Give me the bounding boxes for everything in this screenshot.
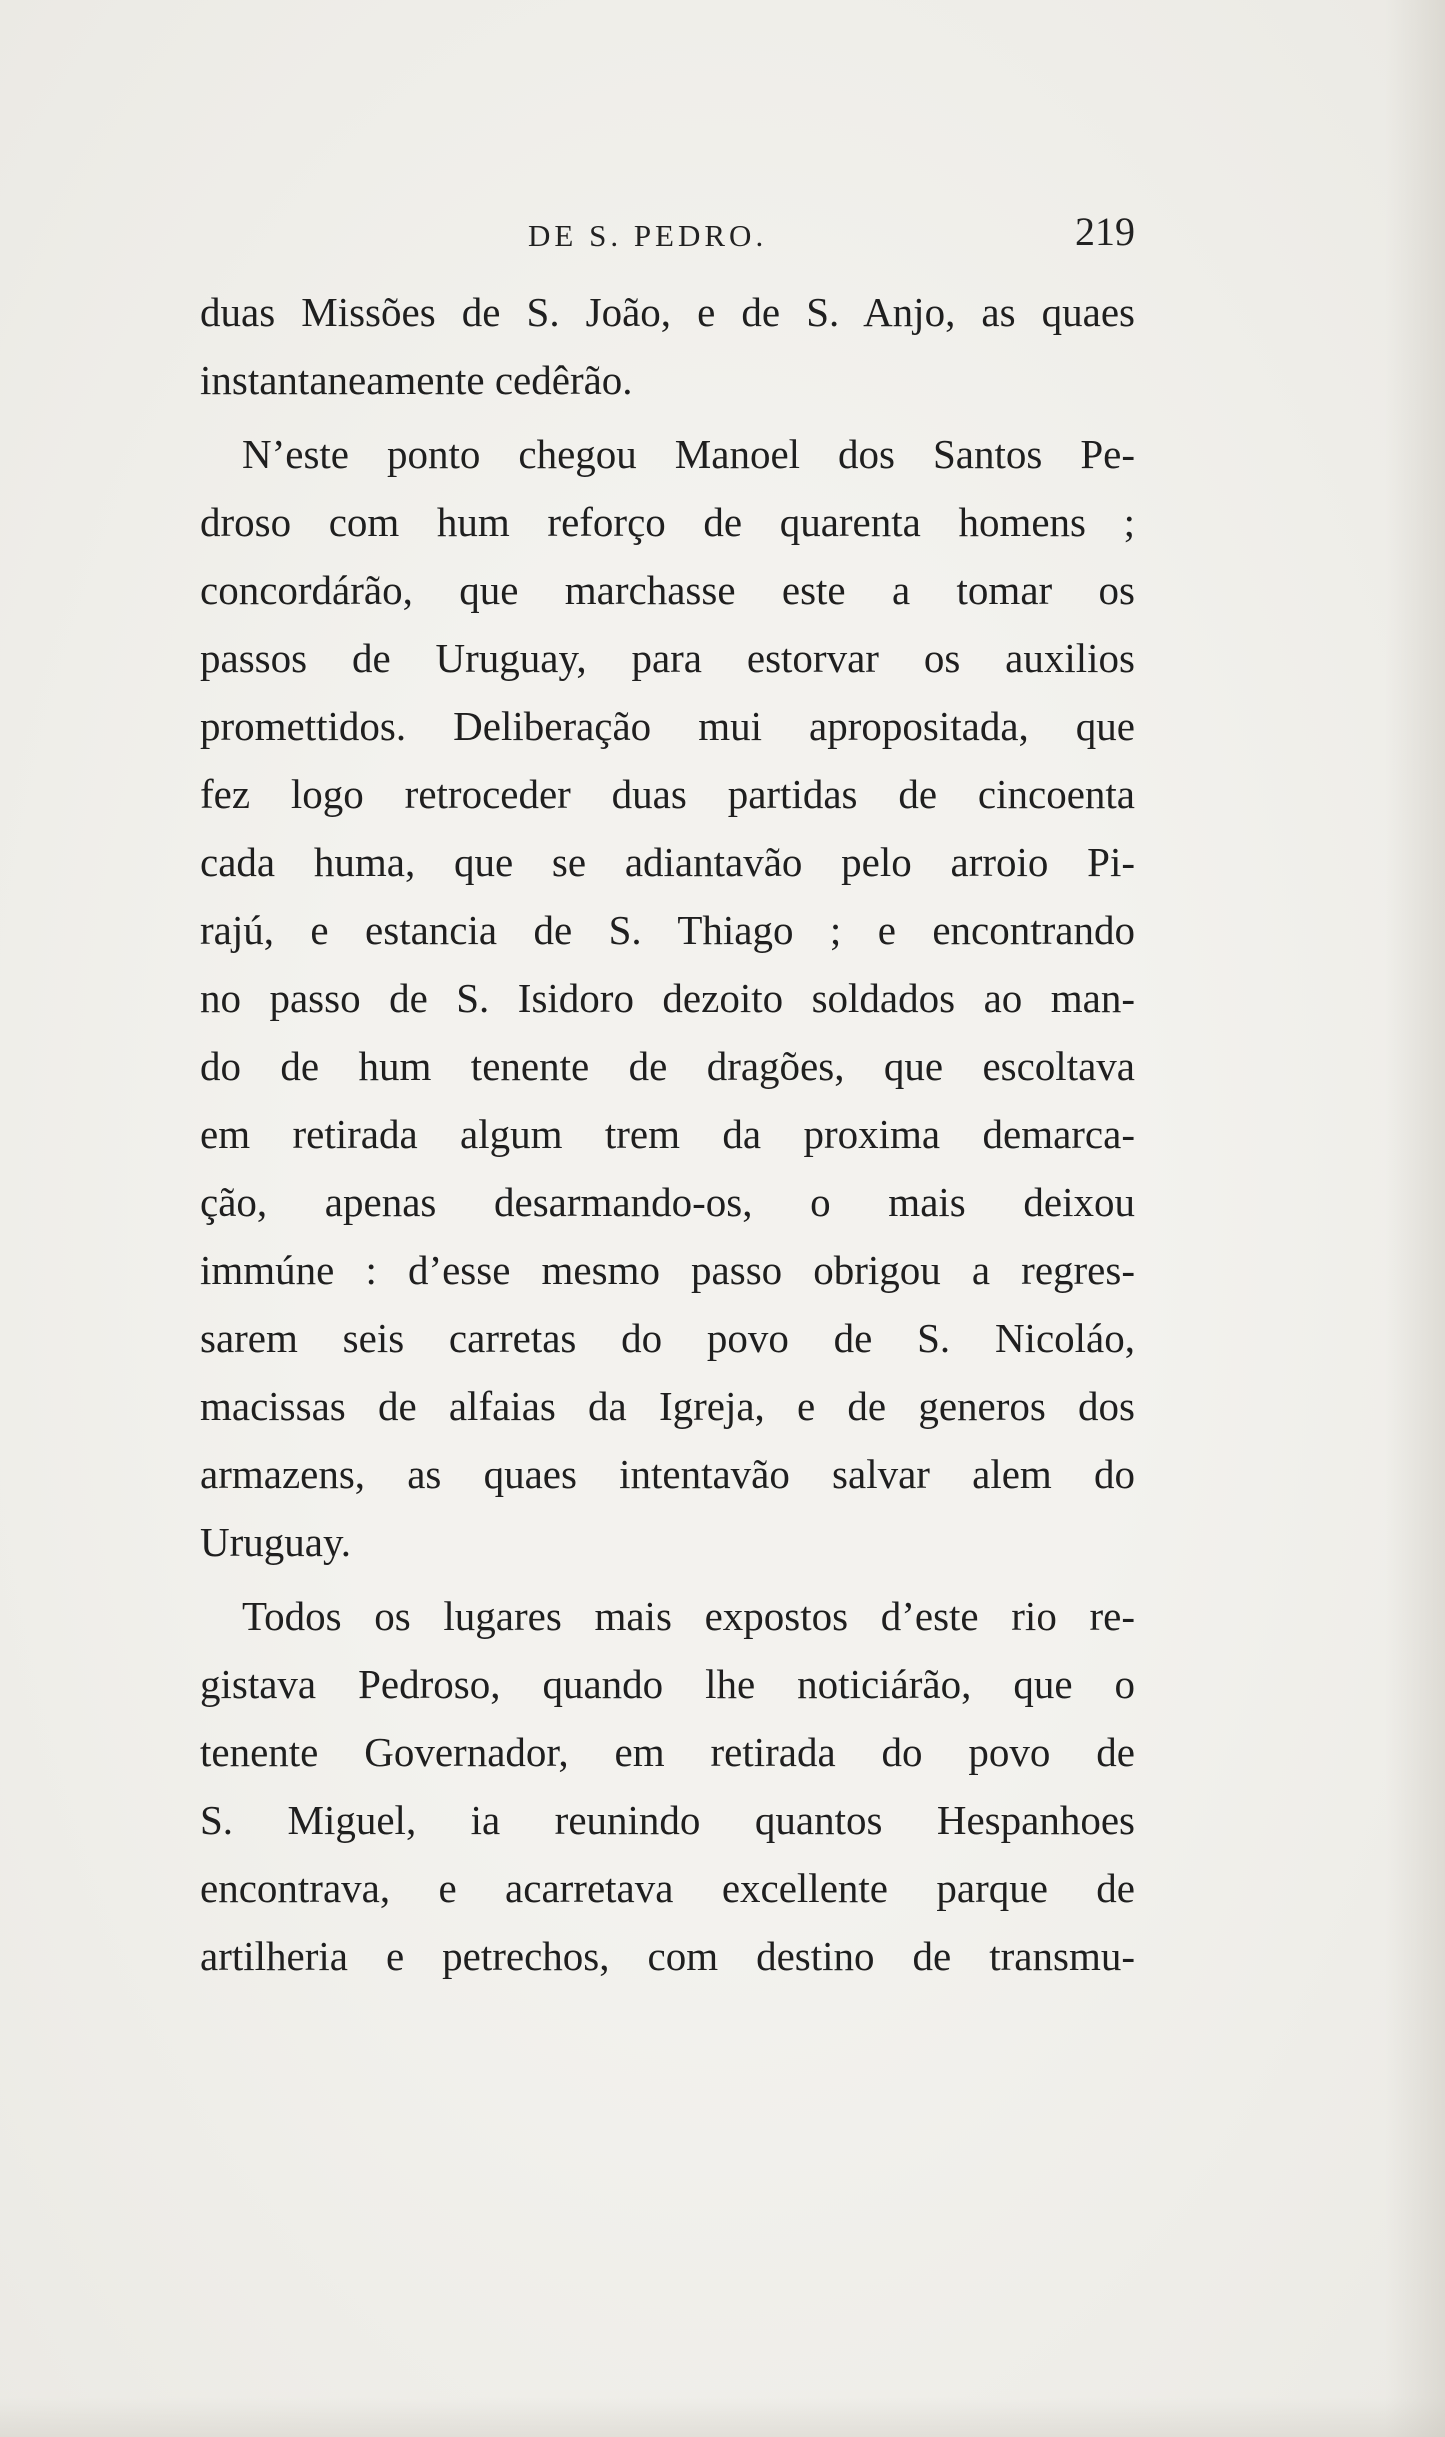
text-line: concordárão, que marchasse este a tomar os [200, 567, 1135, 613]
text-line: armazens, as quaes intentavão salvar alem do [200, 1451, 1135, 1497]
text-line: do de hum tenente de dragões, que escoltava [200, 1043, 1135, 1089]
text-line: macissas de alfaias da Igreja, e de generos dos [200, 1383, 1135, 1429]
text-line: fez logo retroceder duas partidas de cincoenta [200, 771, 1135, 817]
page-number: 219 [1075, 209, 1135, 254]
text-line: no passo de S. Isidoro dezoito soldados ao man- [200, 975, 1135, 1021]
text-line: immúne : d’esse mesmo passo obrigou a regres- [200, 1247, 1135, 1293]
text-line: S. Miguel, ia reunindo quantos Hespanhoes [200, 1797, 1135, 1843]
text-line: encontrava, e acarretava excellente parque de [200, 1865, 1135, 1911]
text-line: promettidos. Deliberação mui apropositada, que [200, 703, 1135, 749]
text-line: passos de Uruguay, para estorvar os auxilios [200, 635, 1135, 681]
paragraph [200, 1582, 1135, 1990]
text-line: tenente Governador, em retirada do povo de [200, 1729, 1135, 1775]
text-line: sarem seis carretas do povo de S. Nicoláo, [200, 1315, 1135, 1361]
text-line: em retirada algum trem da proxima demarca- [200, 1111, 1135, 1157]
text-line: Todos os lugares mais expostos d’este rio re- [242, 1593, 1135, 1639]
page-edge-shadow [1385, 0, 1445, 2437]
text-line: N’este ponto chegou Manoel dos Santos Pe- [242, 431, 1135, 477]
text-line: instantaneamente cedêrão. [200, 357, 633, 403]
text-line: artilheria e petrechos, com destino de transmu- [200, 1933, 1135, 1979]
text-line: gistava Pedroso, quando lhe noticiárão, que o [200, 1661, 1135, 1707]
page-bottom-shadow [0, 2397, 1445, 2437]
paragraph [200, 420, 1135, 1576]
text-line: ção, apenas desarmando-os, o mais deixou [200, 1179, 1135, 1225]
paragraph [200, 278, 1135, 414]
body-text [200, 278, 1135, 1990]
text-line: duas Missões de S. João, e de S. Anjo, as quaes [200, 289, 1135, 335]
text-line: droso com hum reforço de quarenta homens ; [200, 499, 1135, 545]
text-line: cada huma, que se adiantavão pelo arroio Pi- [200, 839, 1135, 885]
page-header [200, 208, 1135, 258]
text-line: Uruguay. [200, 1519, 352, 1565]
text-line: rajú, e estancia de S. Thiago ; e encontrando [200, 907, 1135, 953]
running-head: DE S. PEDRO. [528, 218, 768, 253]
